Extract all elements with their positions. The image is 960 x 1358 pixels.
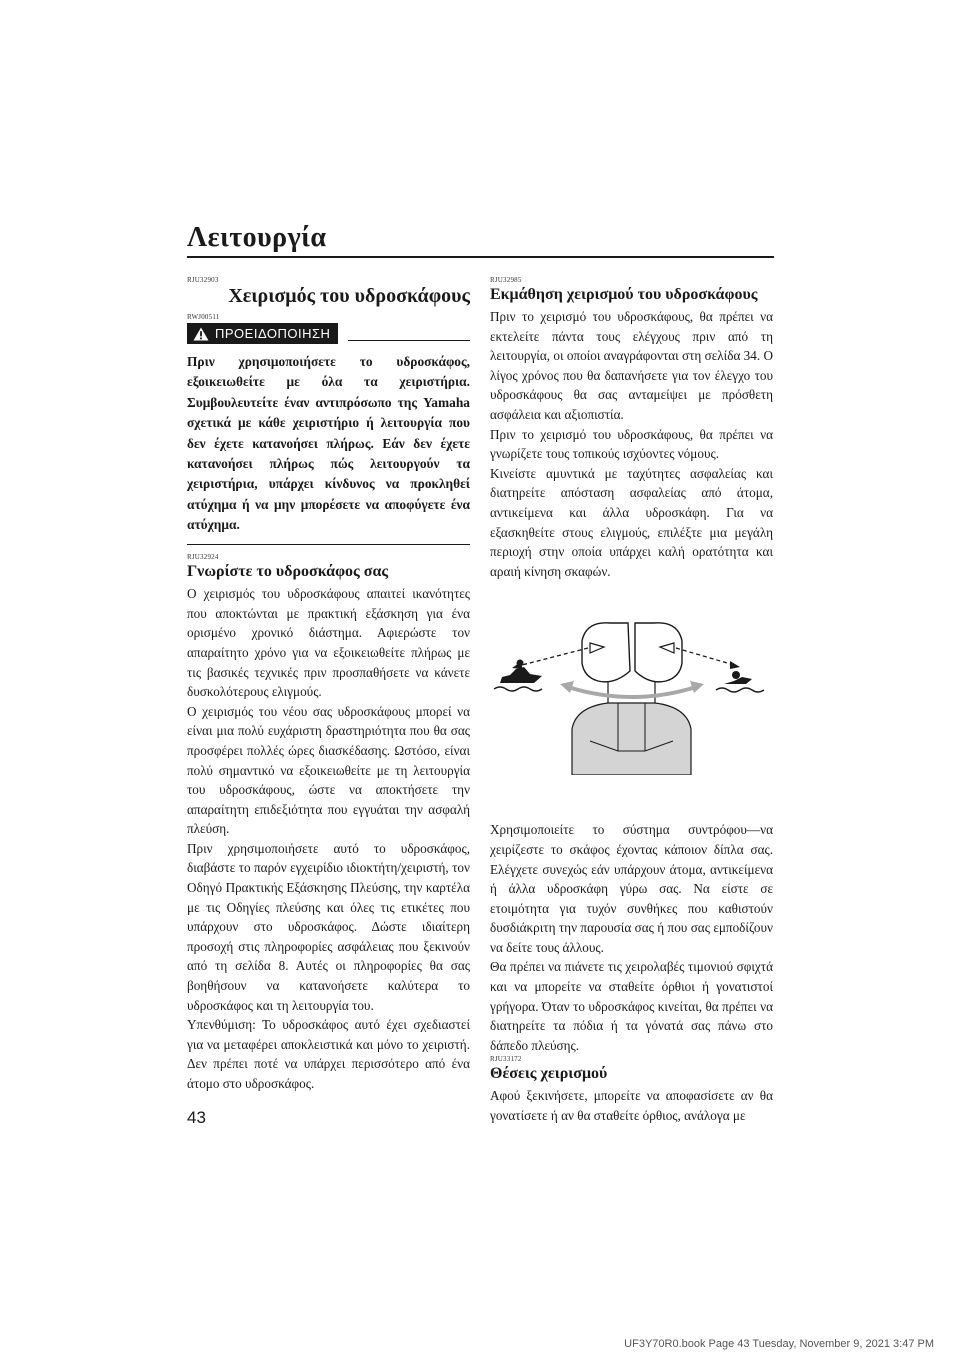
- section-code: RJU32985: [490, 276, 522, 284]
- rider-head-right: [635, 623, 682, 682]
- page-number: 43: [187, 1108, 206, 1127]
- paragraph: Υπενθύμιση: Το υδροσκάφος αυτό έχει σχεδιαστεί για να μεταφέρει αποκλειστικά και μόνο το χειριστή. Δεν πρέπει ποτέ να υπάρχει περισσότερο από ένα άτομο στο υδροσκάφος.: [187, 1017, 470, 1091]
- section-code: RJU32924: [187, 553, 219, 562]
- warning-triangle-icon: [193, 327, 209, 341]
- watercraft-icon: [494, 660, 542, 692]
- section-heading: Γνωρίστε το υδροσκάφος σας: [187, 563, 389, 581]
- paragraph: Θα πρέπει να πιάνετε τις χειρολαβές τιμονιού σφιχτά και να μπορείτε να σταθείτε όρθιοι ή γονατιστοί γρήγορα. Όταν το υδροσκάφος κινείται, θα πρέπει να διατηρείτε τα πόδια ή τα γόνατά σας πάνω στο δάπεδο πλεύσης.: [490, 959, 773, 1053]
- warning-rule: [348, 340, 470, 342]
- head-turn-arc: [568, 687, 696, 697]
- warning-header: [187, 323, 470, 344]
- rider-torso: [572, 703, 691, 775]
- paragraph: Αφού ξεκινήσετε, μπορείτε να αποφασίσετε αν θα γονατίσετε ή αν θα σταθείτε όρθιος, ανάλογα με: [490, 1088, 773, 1124]
- warning-badge: [187, 323, 338, 344]
- warning-bottom-rule: [187, 544, 470, 546]
- warning-code: RWJ00511: [187, 313, 220, 321]
- page-header-title: Λειτουργία: [187, 222, 327, 253]
- paragraph: Κινείστε αμυντικά με ταχύτητες ασφαλείας και διατηρείτε απόσταση ασφαλείας από άτομα, αντικείμενα και άλλα υδροσκάφη. Για να εξασκηθείτε στους ελιγμούς, επιλέξτε μια μεγάλη περιοχή στην οποία υπάρχει καλή ορατότητα και αραιή κίνηση σκαφών.: [490, 465, 773, 579]
- section-code: RJU33172: [490, 1055, 522, 1064]
- paragraph: Πριν το χειρισμό του υδροσκάφους, θα πρέπει να εκτελείτε πάντα τους ελέγχους πριν από τη λειτουργία, οι οποίοι αναγράφονται στη σελίδα 34. Ο λίγος χρόνος που θα δαπανήσετε για τον έλεγχο του υδροσκάφους θα σας ανταμείψει με πρόσθετη ασφάλεια και αξιοπιστία.: [490, 309, 773, 422]
- sight-line-left: [518, 648, 588, 666]
- right-column: [490, 276, 773, 1126]
- section-code: RJU32903: [187, 276, 219, 284]
- rider-head-left: [582, 623, 630, 682]
- left-column: [187, 276, 470, 1094]
- section-heading: Θέσεις χειρισμού: [490, 1065, 608, 1083]
- paragraph: Ο χειρισμός του υδροσκάφους απαιτεί ικανότητες που αποκτώνται με πρακτική εξάσκηση για ένα ορισμένο χρονικό διάστημα. Αφιερώστε τον απαραίτητο χρόνο για να εξοικειωθείτε πλήρως με τις βασικές τεχνικές πριν προσπαθήσετε να κάνετε δυσκολότερους ελιγμούς.: [187, 586, 470, 700]
- paragraph: Χρησιμοποιείτε το σύστημα συντρόφου—να χειρίζεστε το σκάφος έχοντας κάποιον δίπλα σας. Ελέγχετε συνεχώς εάν υπάρχουν άτομα, αντικείμενα ή άλλα υδροσκάφη γύρω σας. Να είστε σε ετοιμότητα για τυχόν συνθήκες που καθιστούν δυσδιάκριτη την παρουσία σας ή που σας εμποδίζουν να δείτε τους άλλους.: [490, 822, 773, 955]
- swimmer-icon: [716, 671, 764, 692]
- warning-text: Πριν χρησιμοποιήσετε το υδροσκάφος, εξοικειωθείτε με όλα τα χειριστήρια. Συμβουλευτείτε έναν αντιπρόσωπο της Yamaha σχετικά με κάθε χειριστήριο ή λειτουργία που δεν έχετε κατανοήσει πλήρως. Εάν δεν έχετε κατανοήσει πλήρως πώς λειτουργούν τα χειριστήρια, υπάρχει κίνδυνος να προκληθεί ατύχημα ή να μην μπορέσετε να αποφύγετε ένα ατύχημα.: [187, 354, 470, 533]
- section-title: Χειρισμός του υδροσκάφους: [228, 285, 470, 307]
- section-heading: Εκμάθηση χειρισμού του υδροσκάφους: [490, 286, 758, 303]
- warning-label: ΠΡΟΕΙΔΟΠΟΙΗΣΗ: [215, 326, 331, 341]
- paragraph: Ο χειρισμός του νέου σας υδροσκάφους μπορεί να είναι μια πολύ ευχάριστη δραστηριότητα που θα σας προσφέρει πολλές ώρες διασκέδασης. Ωστόσο, είναι πολύ σημαντικό να εξοικειωθείτε με τη λειτουργία του υδροσκάφους, ώστε να αποκτήσετε την απαραίτητη επιδεξιότητα που εγγυάται την ασφαλή πλεύση.: [187, 703, 470, 837]
- header-rule: [187, 256, 774, 258]
- paragraph: Πριν το χειρισμό του υδροσκάφους, θα πρέπει να γνωρίζετε τους τοπικούς ισχύοντες νόμους.: [490, 426, 773, 462]
- sight-line-right: [676, 648, 734, 665]
- paragraph: Πριν χρησιμοποιήσετε αυτό το υδροσκάφος, διαβάστε το παρόν εγχειρίδιο ιδιοκτήτη/χειριστή, τον Οδηγό Πρακτικής Εξάσκησης Πλεύσης, την καρτέλα με τις Οδηγίες πλεύσης και όλες τις ετικέτες που υπάρχουν στο υδροσκάφος. Δώστε ιδιαίτερη προσοχή στις πληροφορίες ασφάλειας που ξεκινούν από τη σελίδα 8. Αυτές οι πληροφορίες θα σας βοηθήσουν να κατανοήσετε καλύτερα το υδροσκάφος και τη λειτουργία του.: [187, 840, 470, 1013]
- footer-imprint: UF3Y70R0.book Page 43 Tuesday, November 9, 2021 3:47 PM: [624, 1338, 934, 1350]
- lookout-illustration: [490, 611, 773, 775]
